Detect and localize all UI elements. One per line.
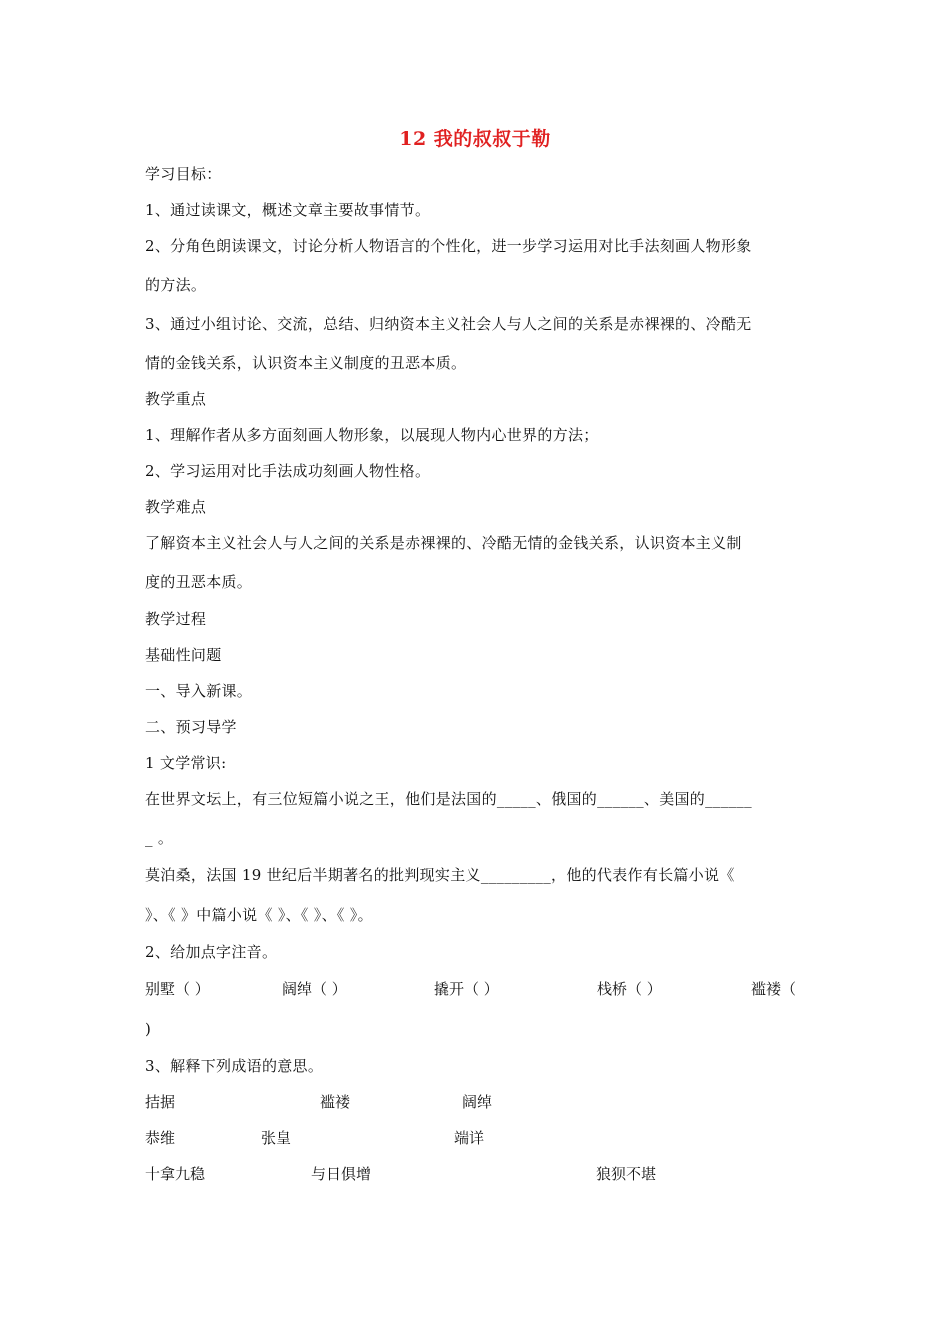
section-heading-key-points: 教学重点 <box>145 390 207 408</box>
idiom: 张皇 <box>261 1129 292 1147</box>
key-point-2: 2、学习运用对比手法成功刻画人物性格。 <box>145 462 431 480</box>
idiom: 十拿九稳 <box>145 1165 206 1183</box>
pinyin-heading: 2、给加点字注音。 <box>145 943 278 961</box>
objective-1: 1、通过读课文，概述文章主要故事情节。 <box>145 201 431 219</box>
literary-knowledge-heading: 1 文学常识: <box>145 754 227 772</box>
idiom: 与日俱增 <box>311 1165 372 1183</box>
idiom: 阔绰 <box>462 1093 493 1111</box>
pinyin-item: 栈桥（ ） <box>597 980 662 998</box>
objective-2-cont: 的方法。 <box>145 276 207 294</box>
fill-blank-maupassant: 莫泊桑，法国 19 世纪后半期著名的批判现实主义_________，他的代表作有长篇小说《 <box>145 866 735 884</box>
pinyin-row-cont: ) <box>145 1020 152 1038</box>
section-heading-objectives: 学习目标： <box>145 165 222 183</box>
fill-blank-kings-cont: _ 。 <box>145 829 174 847</box>
idiom: 端详 <box>454 1129 485 1147</box>
difficulty-text: 了解资本主义社会人与人之间的关系是赤裸裸的、冷酷无情的金钱关系，认识资本主义制 <box>145 534 742 552</box>
objective-3: 3、通过小组讨论、交流，总结、归纳资本主义社会人与人之间的关系是赤裸裸的、冷酷无 <box>145 315 752 333</box>
step-2: 二、预习导学 <box>145 718 237 736</box>
step-1: 一、导入新课。 <box>145 682 253 700</box>
page-title: 12 我的叔叔于勒 <box>399 128 551 150</box>
fill-blank-kings: 在世界文坛上，有三位短篇小说之王，他们是法国的_____、俄国的______、美国的______ <box>145 790 752 808</box>
pinyin-item: 别墅（ ） <box>145 980 210 998</box>
section-heading-difficulties: 教学难点 <box>145 498 207 516</box>
subheading-basic-questions: 基础性问题 <box>145 646 222 664</box>
objective-3-cont: 情的金钱关系，认识资本主义制度的丑恶本质。 <box>145 354 467 372</box>
difficulty-text-cont: 度的丑恶本质。 <box>145 573 253 591</box>
pinyin-item: 撬开（ ） <box>434 980 499 998</box>
idioms-heading: 3、解释下列成语的意思。 <box>145 1057 324 1075</box>
objective-2: 2、分角色朗读课文，讨论分析人物语言的个性化，进一步学习运用对比手法刻画人物形象 <box>145 237 752 255</box>
pinyin-item: 褴褛（ <box>751 980 797 998</box>
section-heading-process: 教学过程 <box>145 610 207 628</box>
pinyin-item: 阔绰（ ） <box>282 980 347 998</box>
idiom: 拮据 <box>145 1093 176 1111</box>
key-point-1: 1、理解作者从多方面刻画人物形象，以展现人物内心世界的方法； <box>145 426 599 444</box>
idiom: 恭维 <box>145 1129 176 1147</box>
idiom: 狼狈不堪 <box>596 1165 657 1183</box>
fill-blank-maupassant-cont: 》、《 》中篇小说《 》、《 》、《 》。 <box>145 906 373 924</box>
idiom: 褴褛 <box>320 1093 351 1111</box>
